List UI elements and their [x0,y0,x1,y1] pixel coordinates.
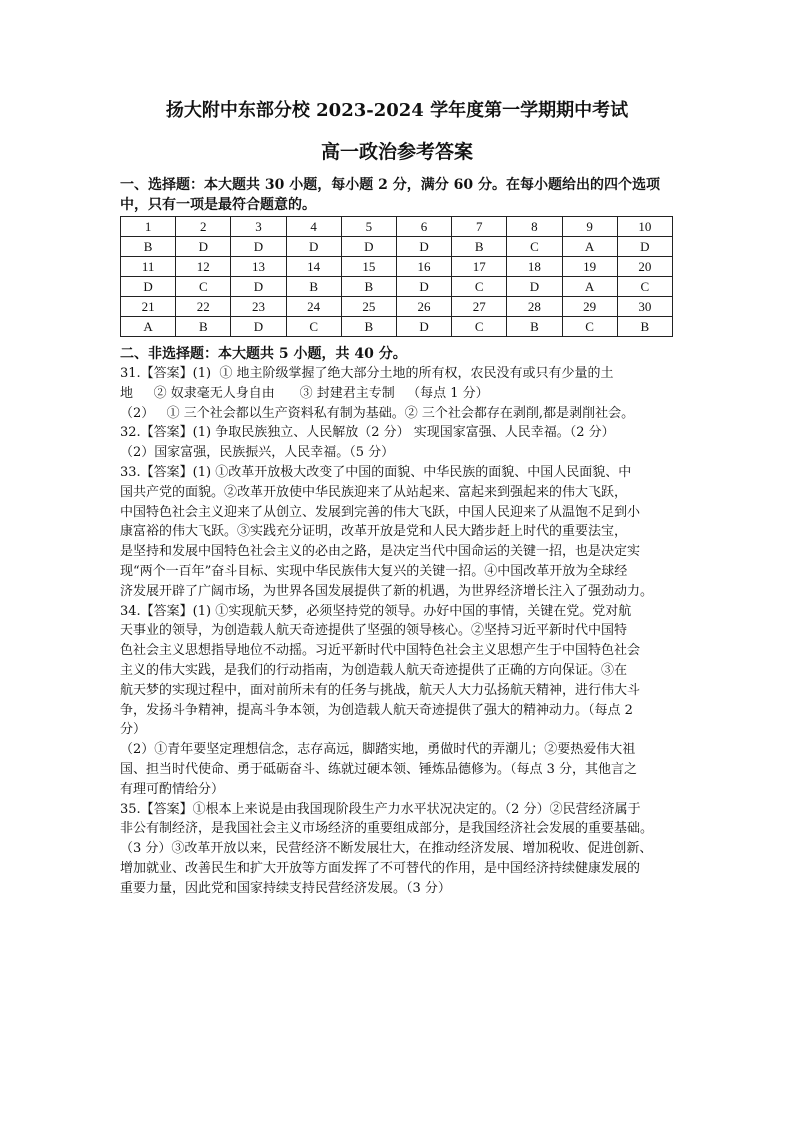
table-cell: 8 [507,217,562,237]
answer-line: 康富裕的伟大飞跃。③实践充分证明，改革开放是党和人民大踏步赶上时代的重要法宝， [120,524,628,540]
table-row-numbers [121,217,673,237]
answer-line: 天事业的领导，为创造载人航天奇迹提供了坚强的领导核心。②坚持习近平新时代中国特 [120,623,628,639]
table-cell: 17 [452,257,507,277]
answer-line: 中国特色社会主义迎来了从创立、发展到完善的伟大飞跃，中国人民迎来了从温饱不足到小 [120,504,641,520]
table-cell: 27 [452,297,507,317]
answer-line: 32.【答案】(1) 争取民族独立、人民解放（2 分） 实现国家富强、人民幸福。（2 分） [120,425,615,441]
table-cell: B [121,237,176,257]
answer-line: 是坚持和发展中国特色社会主义的必由之路，是决定当代中国命运的关键一招，也是决定实 [120,544,641,560]
table-cell: 1 [121,217,176,237]
answer-line: 国共产党的面貌。②改革开放使中华民族迎来了从站起来、富起来到强起来的伟大飞跃， [120,484,628,500]
table-cell: 5 [341,217,396,237]
answer-line: 增加就业、改善民生和扩大开放等方面发挥了不可替代的作用，是中国经济持续健康发展的 [120,860,641,876]
answer-line: 31.【答案】(1) ① 地主阶级掌握了绝大部分土地的所有权，农民没有或只有少量的土 [120,366,614,381]
table-cell: B [341,277,396,297]
table-cell: D [121,277,176,297]
table-row-answers [121,277,673,297]
answer-line: 地 ② 奴隶毫无人身自由 ③ 封建君主专制 （每点 1 分） [120,385,489,401]
document-title: 扬大附中东部分校 2023-2024 学年度第一学期期中考试 [165,100,629,121]
table-cell: D [507,277,562,297]
table-cell: D [231,277,286,297]
table-cell: 15 [341,257,396,277]
table-row-answers [121,237,673,257]
table-cell: C [617,277,672,297]
table-cell: 3 [231,217,286,237]
table-cell: 9 [562,217,617,237]
table-cell: B [452,237,507,257]
table-cell: 18 [507,257,562,277]
table-cell: D [231,317,286,337]
table-cell: B [507,317,562,337]
table-cell: B [617,317,672,337]
section2-heading: 二、非选择题：本大题共 5 小题，共 40 分。 [120,346,407,362]
table-cell: 21 [121,297,176,317]
answer-line: 国、担当时代使命、勇于砥砺奋斗、练就过硬本领、锤炼品德修为。（每点 3 分，其他言之 [120,761,638,777]
table-cell: 20 [617,257,672,277]
table-cell: 28 [507,297,562,317]
table-cell: A [562,277,617,297]
table-cell: 7 [452,217,507,237]
table-cell: A [121,317,176,337]
table-cell: C [562,317,617,337]
table-cell: 14 [286,257,341,277]
table-row-answers [121,317,673,337]
table-cell: 22 [176,297,231,317]
table-cell: D [286,237,341,257]
table-cell: C [507,237,562,257]
table-cell: 23 [231,297,286,317]
answer-line: 分） [120,722,147,738]
table-cell: C [286,317,341,337]
answer-line: 33.【答案】(1) ①改革开放极大改变了中国的面貌、中华民族的面貌、中国人民面貌、中 [120,464,632,480]
table-cell: 26 [396,297,451,317]
answer-line: （2）①青年要坚定理想信念，志存高远，脚踏实地，勇做时代的弄潮儿；②要热爱伟大祖 [120,742,636,758]
table-cell: C [452,277,507,297]
answer-line: （3 分）③改革开放以来，民营经济不断发展壮大，在推动经济发展、增加税收、促进创新、 [120,841,653,857]
table-cell: 24 [286,297,341,317]
answer-line: 争，发扬斗争精神，提高斗争本领，为创造载人航天奇迹提供了强大的精神动力。（每点 2 [120,702,633,718]
answer-line: 现“两个一百年”奋斗目标、实现中华民族伟大复兴的关键一招。④中国改革开放为全球经 [120,563,628,579]
answer-line: （2） ① 三个社会都以生产资料私有制为基础。② 三个社会都存在剥削,都是剥削社会。 [120,405,635,421]
table-cell: D [341,237,396,257]
table-cell: 6 [396,217,451,237]
table-cell: D [617,237,672,257]
answer-line: 航天梦的实现过程中，面对前所未有的任务与挑战，航天人大力弘扬航天精神，进行伟大斗 [120,682,641,698]
table-cell: D [396,317,451,337]
answer-line: 34.【答案】(1) ①实现航天梦，必须坚持党的领导。办好中国的事情，关键在党。党对航 [120,603,632,619]
answer-line: 非公有制经济，是我国社会主义市场经济的重要组成部分，是我国经济社会发展的重要基础。 [120,821,654,837]
table-cell: 11 [121,257,176,277]
answer-line: 35.【答案】①根本上来说是由我国现阶段生产力水平状况决定的。（2 分）②民营经济属于 [120,801,641,817]
table-cell: B [341,317,396,337]
document-subtitle: 高一政治参考答案 [320,141,473,163]
table-cell: 19 [562,257,617,277]
table-cell: D [176,237,231,257]
table-cell: 10 [617,217,672,237]
table-cell: 16 [396,257,451,277]
table-cell: D [231,237,286,257]
answer-line: 主义的伟大实践，是我们的行动指南，为创造载人航天奇迹提供了正确的方向保证。③在 [120,662,628,678]
table-cell: 4 [286,217,341,237]
table-cell: D [396,277,451,297]
answer-line: 济发展开辟了广阔市场，为世界各国发展提供了新的机遇，为世界经济增长注入了强劲动力。 [120,583,654,599]
table-cell: C [452,317,507,337]
answer-body [120,364,680,899]
table-cell: 30 [617,297,672,317]
answer-line: （2）国家富强，民族振兴，人民幸福。（5 分） [120,445,395,461]
section1-heading: 一、选择题：本大题共 30 小题，每小题 2 分，满分 60 分。在每小题给出的四个选项中，只有一项是最符合题意的。 [120,177,660,213]
table-cell: D [396,237,451,257]
table-cell: 12 [176,257,231,277]
table-cell: B [176,317,231,337]
table-cell: C [176,277,231,297]
table-cell: 25 [341,297,396,317]
table-cell: 13 [231,257,286,277]
table-row-numbers [121,297,673,317]
table-row-numbers [121,257,673,277]
table-cell: 29 [562,297,617,317]
answer-line: 有理可酌情给分） [120,781,225,797]
answer-line: 色社会主义思想指导地位不动摇。习近平新时代中国特色社会主义思想产生于中国特色社会 [120,643,641,659]
table-cell: B [286,277,341,297]
table-cell: A [562,237,617,257]
table-cell: 2 [176,217,231,237]
answer-table [120,216,673,337]
answer-line: 重要力量，因此党和国家持续支持民营经济发展。（3 分） [120,880,451,896]
